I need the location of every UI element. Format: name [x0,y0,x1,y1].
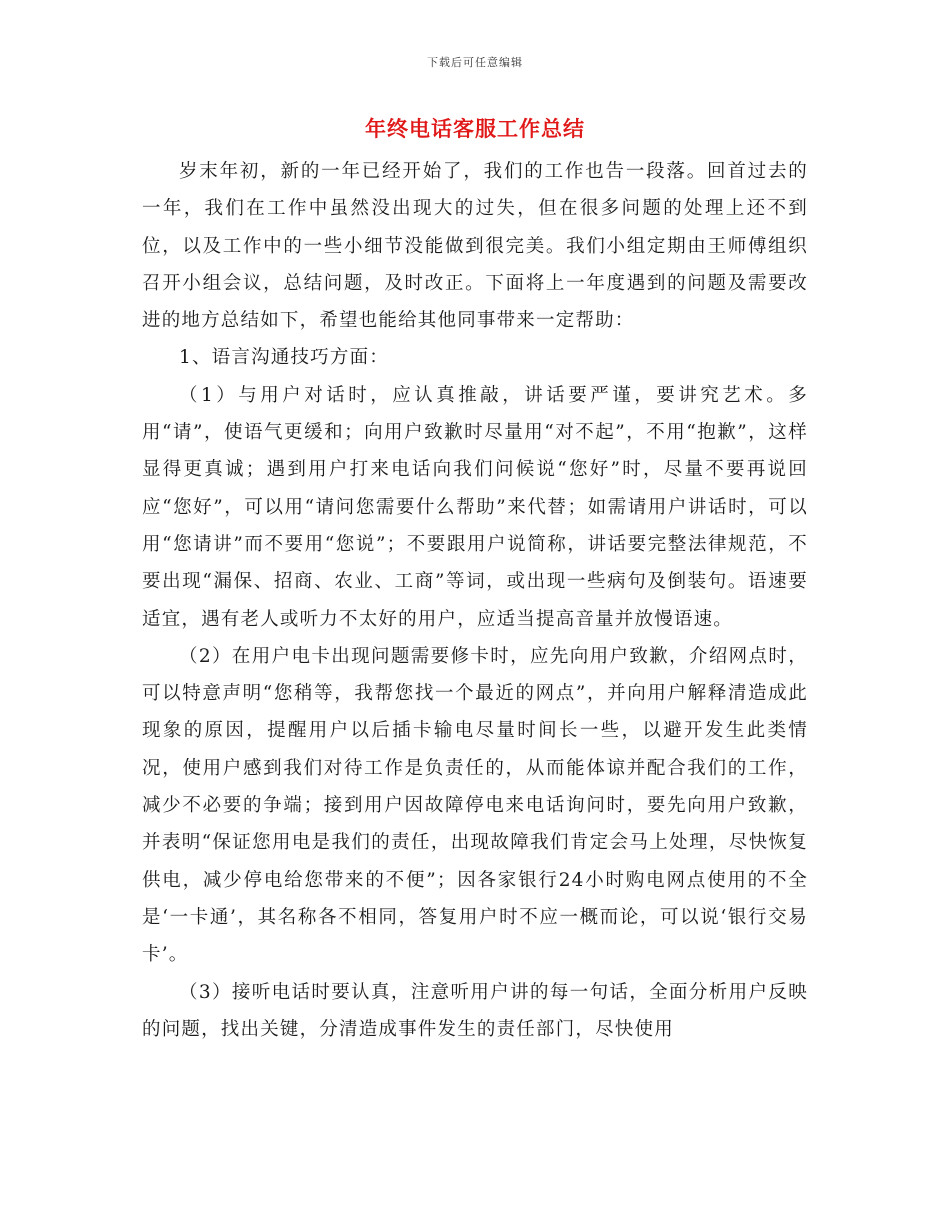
header-note: 下载后可任意编辑 [427,56,523,69]
paragraph-section-heading: 1、语言沟通技巧方面： [179,347,389,369]
document-body [142,153,808,1048]
paragraph-item-2: （2）在用户电卡出现问题需要修卡时，应先向用户致歉，介绍网点时，可以特意声明“您稍等，我帮您找一个最近的网点”，并向用户解释清造成此现象的原因，提醒用户以后插卡输电尽量时间长一些，以避开发生此类情况，使用户感到我们对待工作是负责任的，从而能体谅并配合我们的工作，减少不必要的争端；接到用户因故障停电来电话询问时，要先向用户致歉，并表明“保证您用电是我们的责任，出现故障我们肯定会马上处理，尽快恢复供电，减少停电给您带来的不便”；因各家银行24小时购电网点使用的不全是‘一卡通’，其名称各不相同，答复用户时不应一概而论，可以说‘银行交易卡’。 [142,645,808,966]
paragraph-intro: 岁末年初，新的一年已经开始了，我们的工作也告一段落。回首过去的一年，我们在工作中虽然没出现大的过失，但在很多问题的处理上还不到位，以及工作中的一些小细节没能做到很完美。我们小组定期由王师傅组织召开小组会议，总结问题，及时改正。下面将上一年度遇到的问题及需要改进的地方总结如下，希望也能给其他同事带来一定帮助： [142,161,808,332]
paragraph-item-3: （3）接听电话时要认真，注意听用户讲的每一句话，全面分析用户反映的问题，找出关键，分清造成事件发生的责任部门，尽快使用 [142,981,808,1040]
paragraph-item-1: （1）与用户对话时，应认真推敲，讲话要严谨，要讲究艺术。多用“请”，使语气更缓和；向用户致歉时尽量用“对不起”，不用“抱歉”，这样显得更真诚；遇到用户打来电话向我们问候说“您好”时，尽量不要再说回应“您好”，可以用“请问您需要什么帮助”来代替；如需请用户讲话时，可以用“您请讲”而不要用“您说”；不要跟用户说简称，讲话要完整法律规范，不要出现“漏保、招商、农业、工商”等词，或出现一些病句及倒装句。语速要适宜，遇有老人或听力不太好的用户，应适当提高音量并放慢语速。 [142,384,808,630]
document-title: 年终电话客服工作总结 [365,116,585,141]
